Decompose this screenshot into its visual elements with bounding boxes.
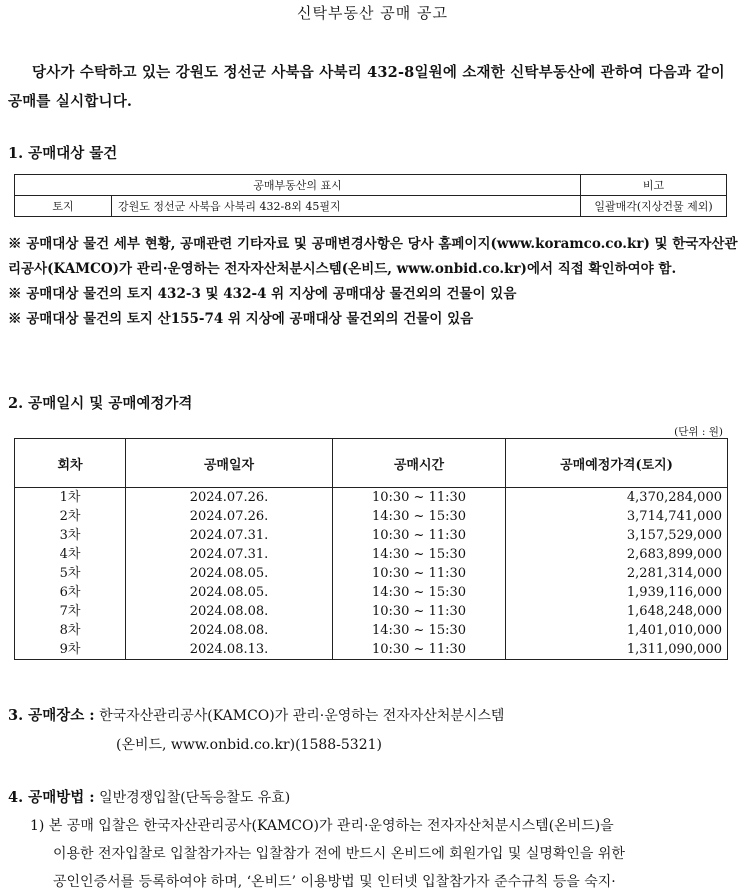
column-header-date: 공매일자	[126, 439, 333, 488]
date-cell: 2024.08.05.	[126, 564, 333, 583]
property-table	[14, 174, 727, 217]
time-cell: 14:30 ~ 15:30	[333, 507, 506, 526]
time-cell: 10:30 ~ 11:30	[333, 526, 506, 545]
property-header-main: 공매부동산의 표시	[15, 175, 581, 196]
column-header-price: 공매예정가격(토지)	[506, 439, 728, 488]
method-section	[8, 784, 738, 896]
note-item: ※ 공매대상 물건의 토지 산155-74 위 지상에 공매대상 물건외의 건물이 있음	[8, 311, 474, 327]
date-cell: 2024.07.26.	[126, 488, 333, 508]
method-item-1: 1) 본 공매 입찰은 한국자산관리공사(KAMCO)가 관리·운영하는 전자자산처분시스템(온비드)을	[30, 818, 614, 834]
method-label: 4. 공매방법 :	[8, 789, 95, 806]
table-row	[15, 488, 728, 508]
page-title: 신탁부동산 공매 공고	[297, 4, 448, 22]
date-cell: 2024.07.31.	[126, 526, 333, 545]
location-label: 3. 공매장소 :	[8, 707, 95, 724]
property-note: 일괄매각(지상건물 제외)	[581, 196, 727, 217]
round-cell: 7차	[15, 602, 126, 621]
price-cell: 2,683,899,000	[506, 545, 728, 564]
table-row	[15, 583, 728, 602]
price-cell: 4,370,284,000	[506, 488, 728, 508]
price-cell: 3,157,529,000	[506, 526, 728, 545]
price-cell: 1,311,090,000	[506, 640, 728, 660]
method-item-1-cont-1: 이용한 전자입찰로 입찰참가자는 입찰참가 전에 반드시 온비드에 회원가입 및 실명확인을 위한	[53, 846, 625, 862]
round-cell: 5차	[15, 564, 126, 583]
round-cell: 8차	[15, 621, 126, 640]
date-cell: 2024.08.05.	[126, 583, 333, 602]
round-cell: 2차	[15, 507, 126, 526]
property-header-note: 비고	[581, 175, 727, 196]
note-item: ※ 공매대상 물건 세부 현황, 공매관련 기타자료 및 공매변경사항은 당사 홈페이지(www.koramco.co.kr) 및 한국자산관리공사(KAMCO)가 관리·운영하는 전자자산처분시스템(온비드, www.onbid.co.kr)에서 직접 확인하여야 함.	[8, 236, 738, 277]
intro-paragraph: 당사가 수탁하고 있는 강원도 정선군 사북읍 사북리 432-8일원에 소재한 신탁부동산에 관하여 다음과 같이 공매를 실시합니다.	[8, 64, 725, 110]
table-row	[15, 602, 728, 621]
date-cell: 2024.08.13.	[126, 640, 333, 660]
location-line-1: 한국자산관리공사(KAMCO)가 관리·운영하는 전자자산처분시스템	[99, 708, 505, 724]
time-cell: 10:30 ~ 11:30	[333, 564, 506, 583]
date-cell: 2024.08.08.	[126, 621, 333, 640]
section-heading-schedule: 2. 공매일시 및 공매예정가격	[8, 395, 193, 412]
time-cell: 10:30 ~ 11:30	[333, 602, 506, 621]
date-cell: 2024.07.31.	[126, 545, 333, 564]
date-cell: 2024.08.08.	[126, 602, 333, 621]
section-heading-targets: 1. 공매대상 물건	[8, 145, 118, 162]
table-row	[15, 564, 728, 583]
round-cell: 3차	[15, 526, 126, 545]
time-cell: 14:30 ~ 15:30	[333, 583, 506, 602]
price-cell: 1,401,010,000	[506, 621, 728, 640]
method-value: 일반경쟁입찰(단독응찰도 유효)	[99, 790, 291, 806]
table-row	[15, 621, 728, 640]
location-section	[8, 701, 504, 760]
table-row	[15, 545, 728, 564]
note-item: ※ 공매대상 물건의 토지 432-3 및 432-4 위 지상에 공매대상 물건외의 건물이 있음	[8, 286, 517, 302]
price-cell: 2,281,314,000	[506, 564, 728, 583]
date-cell: 2024.07.26.	[126, 507, 333, 526]
round-cell: 9차	[15, 640, 126, 660]
time-cell: 10:30 ~ 11:30	[333, 640, 506, 660]
notes-list	[8, 232, 738, 332]
table-row	[15, 526, 728, 545]
time-cell: 14:30 ~ 15:30	[333, 621, 506, 640]
price-cell: 1,939,116,000	[506, 583, 728, 602]
location-line-2: (온비드, www.onbid.co.kr)(1588-5321)	[116, 737, 382, 753]
round-cell: 4차	[15, 545, 126, 564]
price-cell: 3,714,741,000	[506, 507, 728, 526]
time-cell: 14:30 ~ 15:30	[333, 545, 506, 564]
property-desc: 강원도 정선군 사북읍 사북리 432-8외 45필지	[112, 196, 581, 217]
method-item-1-cont-2: 공인인증서를 등록하여야 하며, ‘온비드’ 이용방법 및 인터넷 입찰참가자 준수규칙 등을 숙지·	[53, 874, 616, 890]
round-cell: 6차	[15, 583, 126, 602]
column-header-time: 공매시간	[333, 439, 506, 488]
unit-label: (단위 : 원)	[674, 426, 723, 438]
table-row	[15, 507, 728, 526]
table-row	[15, 640, 728, 660]
column-header-round: 회차	[15, 439, 126, 488]
price-cell: 1,648,248,000	[506, 602, 728, 621]
round-cell: 1차	[15, 488, 126, 508]
schedule-table	[14, 438, 728, 660]
property-type: 토지	[15, 196, 112, 217]
time-cell: 10:30 ~ 11:30	[333, 488, 506, 508]
